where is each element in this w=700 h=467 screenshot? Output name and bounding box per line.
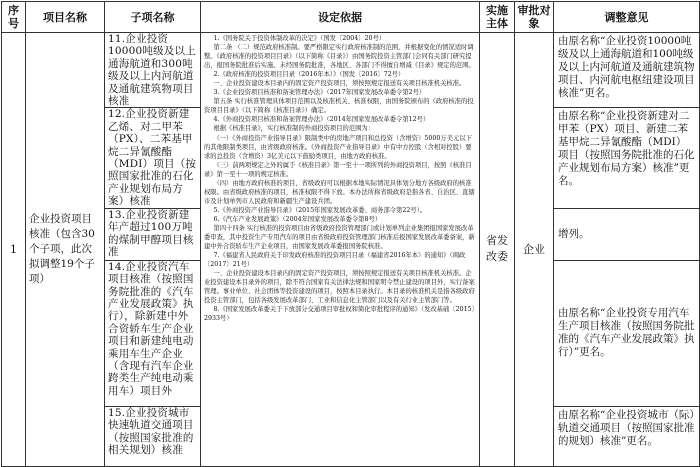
implementing-body: 省发改委 — [486, 234, 508, 264]
subitem-11: 11.企业投资10000吨级及以上通海航道和300吨级及以上内河航道及通航建筑物项目核准 — [105, 33, 201, 108]
subitem-13: 13.企业投资新建年产超过100万吨的煤制甲醇项目核准 — [105, 208, 201, 260]
basis-line-1: 1.《国务院关于投资体制改革的决定》（国发〔2004〕20号） — [213, 35, 386, 42]
basis-cell — [201, 33, 480, 467]
seq-cell: 1 — [2, 33, 26, 467]
opinion-13: 增列。 — [554, 208, 700, 260]
basis-line-5: 3.《企业投资项目核准和备案管理办法》（2017年国家发展改革委令第2号） — [213, 89, 426, 97]
basis-line-7: 4.《外商投资项目核准和备案管理办法》（2014年国家发展改革委令第12号） — [213, 116, 430, 124]
basis-line-11: （四）由地方政府核准的项目，省级政府可以根据本地实际情况具体划分地方各级政府的核准权限。由省级政府核准的项目，核准权限不得下放。本办法所称省级政府是指各省、自治区、直辖市及计划单列市人民政府和新疆生产建设兵团。 — [204, 179, 475, 205]
basis-line-6: 第五条 实行核准管理具体项目范围以及核准机关、核准权限，由国务院颁布的《政府核准的投资项目目录》（以下简称《核准目录》）确定。 — [204, 98, 474, 115]
header-row — [2, 2, 700, 33]
opinion-15: 由原名称“企业投资城市（际）轨道交通项目（按照国家批准的规划）核准”更名。 — [554, 406, 700, 466]
basis-line-4: 一、企业投资建设本目录内的固定资产投资项目，须按照规定报送有关项目核准机关核准。 — [213, 80, 466, 88]
opinion-11: 由原名称“企业投资10000吨级及以上通海航道和100吨级及以上内河航道及通航建筑物项目、内河航电枢纽建设项目核准”更名。 — [554, 33, 700, 108]
basis-line-13: 6.《汽车产业发展政策》（2004年国家发展改革委令第8号） — [213, 215, 382, 223]
basis-line-2: 第二条 （二）规范政府核准制。要严格限定实行政府核准制的范围，并根据变化的情况适时调整。《政府核准的投资项目目录》（以下简称《目录》）由国务院投资主管部门会同有关部门研究提出，报国务院批准后实施。未经国务院批准，各地区、各部门不得擅自增减《目录》规定的范围。 — [204, 44, 475, 70]
basis-line-17: 8.《国家发展改革委关于下放部分交通项目审批权和简化审批程序的通知》（发改基础〔2015〕2933号） — [204, 306, 475, 323]
implementing-body-cell — [480, 33, 515, 467]
basis-line-10: （三）前两项规定之外的属于《核准目录》第一至十一项所列的外商投资项目，按照《核准目录》第一至十一项的规定核准。 — [204, 161, 472, 178]
header-target: 审批对象 — [515, 2, 554, 33]
basis-line-15: 7.《福建省人民政府关于印发政府核准的投资项目目录（福建省2016年本）的通知》（闽政〔2017〕21号） — [204, 252, 466, 269]
approval-table — [1, 1, 700, 467]
subitem-14: 14.企业投资汽车项目核准（按照国务院批准的《汽车产业发展政策》执行），除新建中外合资轿车生产企业项目和新建纯电动乘用车生产企业（含现有汽车企业跨类生产纯电动乘用车）项目外 — [105, 260, 201, 406]
header-project: 项目名称 — [26, 2, 105, 33]
basis-line-8: 根据《核准目录》，实行核准制的外商投资项目的范围为： — [213, 125, 375, 133]
basis-line-14: 第四十四条 实行核准的投资项目由省级政府投资管理部门或计划单列企业集团报国家发展改革委审查，其中投资生产专用汽车的项目由省级政府投资管理部门核准后报国家发展改革委备案，新建中外合资轿车生产企业项目，由国家发展改革委报国务院核准。 — [204, 224, 475, 251]
subitem-12: 12.企业投资新建乙烯、对二甲苯（PX）、二苯基甲烷二异氰酸酯（MDI）项目（按照国家批准的石化产业规划布局方案）核准 — [105, 108, 201, 208]
basis-line-3: 2.《政府核准的投资项目目录（2016年本）》（国发〔2016〕72号） — [213, 71, 405, 79]
header-opinion: 调整意见 — [554, 2, 700, 33]
basis-line-9: （一）《外商投资产业指导目录》限制类中的房地产项目和总投资（含增资）5000万美元以下的其他限制类项目，由省级政府核准。《外商投资产业指导目录》中有中方控股（含相对控股）要求的总投资（含增资）3亿美元以下鼓励类项目，由地方政府核准。 — [204, 134, 472, 160]
header-basis: 设定依据 — [201, 2, 480, 33]
opinion-14: 由原名称“企业投资专用汽车生产项目核准（按照国务院批准的《汽车产业发展政策》执行）”更名。 — [554, 260, 700, 406]
approval-target-cell: 企业 — [515, 33, 554, 467]
header-subitem: 子项名称 — [105, 2, 201, 33]
project-name-cell: 企业投资项目核准（包含30个子项，此次拟调整19个子项） — [26, 33, 105, 467]
opinion-12: 由原名称“企业投资新建对二甲苯（PX）项目、新建二苯基甲烷二异氰酸酯（MDI）项目（按照国务院批准的石化产业规划布局方案）核准”更名。 — [554, 108, 700, 208]
header-seq: 序号 — [2, 2, 26, 33]
basis-line-12: 5.《外商投资产业指导目录》（2015年国家发展改革委、商务部令第22号）。 — [213, 206, 427, 214]
subitem-15: 15.企业投资城市快速轨道交通项目（按照国家批准的相关规划）核准 — [105, 406, 201, 466]
table-row — [2, 33, 700, 108]
header-body: 实施主体 — [480, 2, 515, 33]
basis-line-16: 一、企业投资建设本目录内的固定资产投资项目，须按照规定报送有关项目核准机关核准。企业投资建设本目录外的项目，除不符合国家有关法律法规和国家明令禁止建设的项目外，实行备案管理。事业单位、社会团体等投资建设的项目，按照本目录执行。本目录的核准机关是指各级政府投资主管部门，包括各级发展改革部门、工业和信息化主管部门以及有关行业主管部门等。 — [204, 270, 475, 305]
